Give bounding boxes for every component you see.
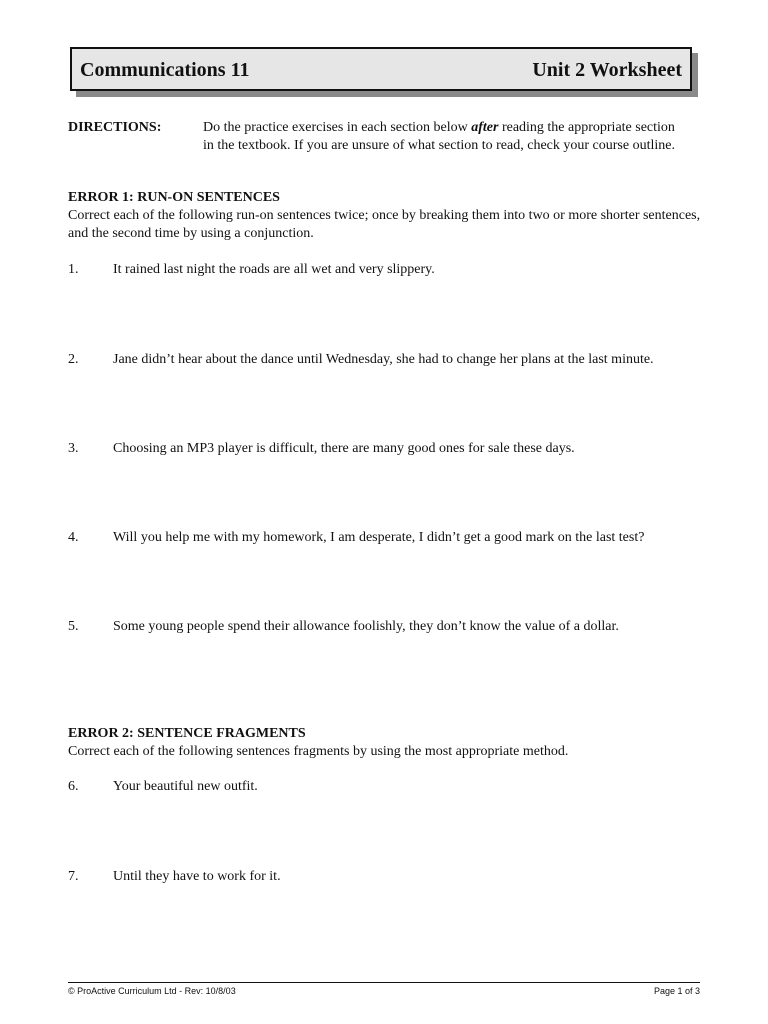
directions-label: DIRECTIONS: <box>68 120 162 135</box>
directions-text-before: Do the practice exercises in each section below <box>203 120 472 135</box>
directions-text-after: reading the appropriate section in the textbook. If you are unsure of what section to read, check your course outline. <box>203 120 675 153</box>
exercise-text: Choosing an MP3 player is difficult, there are many good ones for sale these days. <box>113 441 575 456</box>
worksheet-header <box>70 47 692 91</box>
section-heading-fragments: ERROR 2: SENTENCE FRAGMENTS <box>68 726 306 741</box>
exercise-number: 4. <box>68 530 79 545</box>
section-heading-run-on: ERROR 1: RUN-ON SENTENCES <box>68 190 280 205</box>
course-title: Communications 11 <box>80 59 250 81</box>
exercise-number: 5. <box>68 619 79 634</box>
exercise-text: Some young people spend their allowance foolishly, they don’t know the value of a dollar. <box>113 619 619 634</box>
exercise-text: It rained last night the roads are all wet and very slippery. <box>113 262 435 277</box>
directions-text <box>203 119 683 155</box>
exercise-number: 2. <box>68 352 79 367</box>
footer-divider <box>68 982 700 983</box>
exercise-number: 7. <box>68 869 79 884</box>
footer-copyright: © ProActive Curriculum Ltd - Rev: 10/8/03 <box>68 986 236 996</box>
footer-page-number: Page 1 of 3 <box>653 986 700 996</box>
section-intro-run-on: Correct each of the following run-on sentences twice; once by breaking them into two or more shorter sentences, and the second time by using a conjunction. <box>68 208 701 241</box>
exercise-number: 6. <box>68 779 79 794</box>
exercise-text: Will you help me with my homework, I am desperate, I didn’t get a good mark on the last test? <box>113 530 645 545</box>
exercise-text: Your beautiful new outfit. <box>113 779 258 794</box>
exercise-number: 1. <box>68 262 79 277</box>
exercise-text: Until they have to work for it. <box>113 869 281 884</box>
exercise-text: Jane didn’t hear about the dance until Wednesday, she had to change her plans at the last minute. <box>113 352 654 367</box>
directions-emphasis: after <box>471 120 499 135</box>
worksheet-title: Unit 2 Worksheet <box>532 59 682 81</box>
section-intro-fragments: Correct each of the following sentences fragments by using the most appropriate method. <box>68 744 569 759</box>
exercise-number: 3. <box>68 441 79 456</box>
